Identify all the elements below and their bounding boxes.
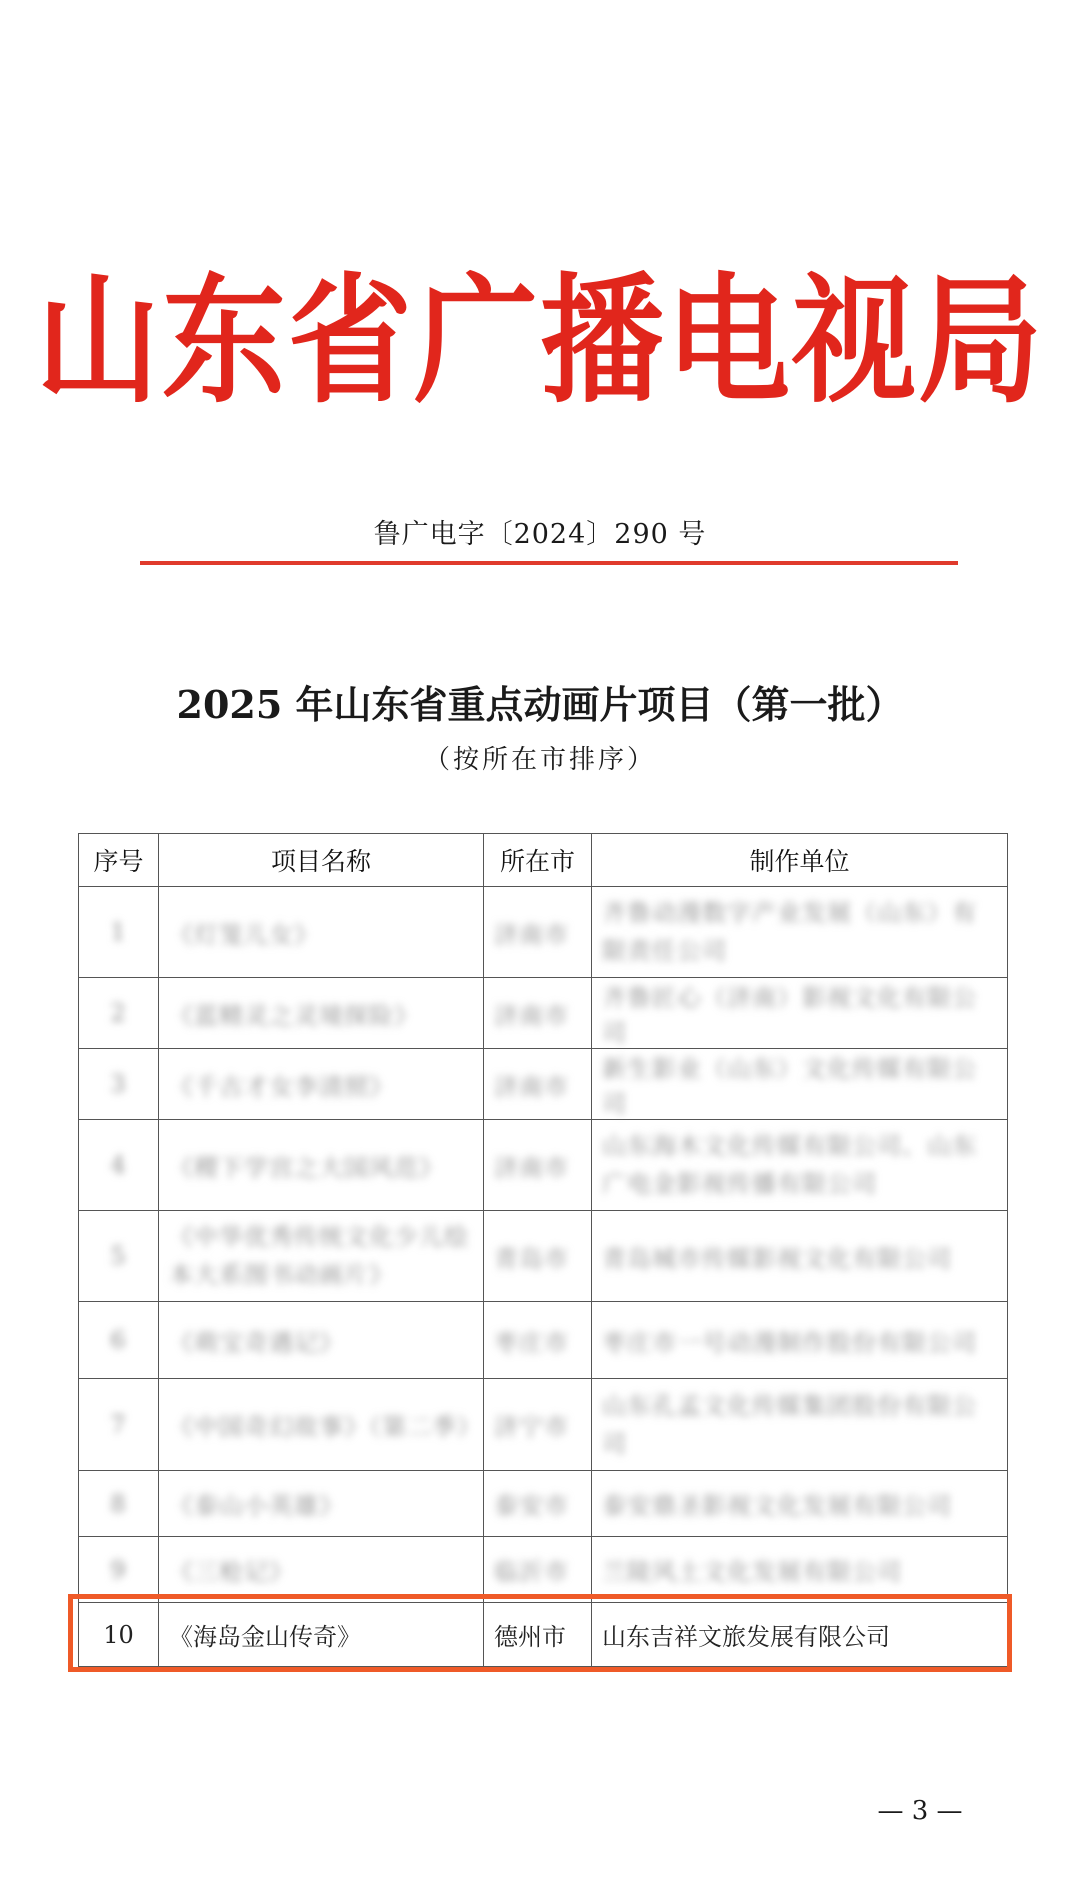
row-city: 济南市 [484, 978, 592, 1049]
row-project-name: 《中华优秀传统文化少儿绘本大系图书动画片》 [159, 1211, 484, 1302]
row-producer: 青岛城市传媒影视文化有限公司 [592, 1211, 1008, 1302]
row-producer: 新生影业（山东）文化传媒有限公司 [592, 1049, 1008, 1120]
table-row [79, 887, 1008, 978]
header-producer: 制作单位 [592, 834, 1008, 887]
table-row [79, 1211, 1008, 1302]
table-row [79, 1049, 1008, 1120]
row-city: 济南市 [484, 887, 592, 978]
row-serial: 1 [79, 887, 159, 978]
row-city: 临沂市 [484, 1537, 592, 1603]
row-city: 济南市 [484, 1049, 592, 1120]
table-row [79, 1471, 1008, 1537]
row-city: 青岛市 [484, 1211, 592, 1302]
row-producer: 山东海木文化传媒有限公司、山东广电金影视传播有限公司 [592, 1120, 1008, 1211]
row-producer: 兰陵风土文化发展有限公司 [592, 1537, 1008, 1603]
row-serial: 8 [79, 1471, 159, 1537]
header-project-name: 项目名称 [159, 834, 484, 887]
header-serial: 序号 [79, 834, 159, 887]
row-city: 德州市 [484, 1603, 592, 1667]
header-city: 所在市 [484, 834, 592, 887]
row-serial: 3 [79, 1049, 159, 1120]
row-project-name: 《中国奇幻故事》（第二季） [159, 1379, 484, 1471]
table-row [79, 1379, 1008, 1471]
row-project-name: 《稷下学宫之大国风范》 [159, 1120, 484, 1211]
table-row-highlighted [79, 1603, 1008, 1667]
row-producer: 齐鲁动漫数字产业发展（山东）有限责任公司 [592, 887, 1008, 978]
red-divider-line [140, 561, 958, 565]
row-city: 枣庄市 [484, 1302, 592, 1379]
row-serial: 4 [79, 1120, 159, 1211]
row-producer: 山东孔孟文化传媒集团股份有限公司 [592, 1379, 1008, 1471]
row-producer: 枣庄市一号动漫制作股份有限公司 [592, 1302, 1008, 1379]
row-project-name: 《三枪记》 [159, 1537, 484, 1603]
row-city: 济南市 [484, 1120, 592, 1211]
row-producer: 泰安鼎圣影视文化发展有限公司 [592, 1471, 1008, 1537]
row-city: 泰安市 [484, 1471, 592, 1537]
row-producer: 山东吉祥文旅发展有限公司 [592, 1603, 1008, 1667]
row-city: 济宁市 [484, 1379, 592, 1471]
document-number: 鲁广电字〔2024〕290 号 [373, 519, 707, 550]
table-row [79, 978, 1008, 1049]
table-row [79, 1120, 1008, 1211]
row-serial: 2 [79, 978, 159, 1049]
row-serial: 6 [79, 1302, 159, 1379]
row-project-name: 《灯笼儿女》 [159, 887, 484, 978]
row-project-name: 《千古才女李清照》 [159, 1049, 484, 1120]
issuer-masthead: 山东省广播电视局 [35, 261, 1044, 423]
row-serial: 7 [79, 1379, 159, 1471]
page-number: — 3 — [877, 1796, 963, 1826]
row-project-name: 《萌宝奇遇记》 [159, 1302, 484, 1379]
document-subtitle: （按所在市排序） [423, 745, 656, 775]
table-row [79, 1302, 1008, 1379]
row-project-name: 《海岛金山传奇》 [159, 1603, 484, 1667]
row-serial: 10 [79, 1603, 159, 1667]
row-serial: 5 [79, 1211, 159, 1302]
document-title: 2025 年山东省重点动画片项目（第一批） [176, 682, 904, 727]
row-serial: 9 [79, 1537, 159, 1603]
row-project-name: 《泰山小英雄》 [159, 1471, 484, 1537]
projects-table [78, 833, 1008, 1667]
row-producer: 齐鲁匠心（济南）影视文化有限公司 [592, 978, 1008, 1049]
table-row [79, 1537, 1008, 1603]
row-project-name: 《蓝精灵之灵境探险》 [159, 978, 484, 1049]
table-header-row [79, 834, 1008, 887]
